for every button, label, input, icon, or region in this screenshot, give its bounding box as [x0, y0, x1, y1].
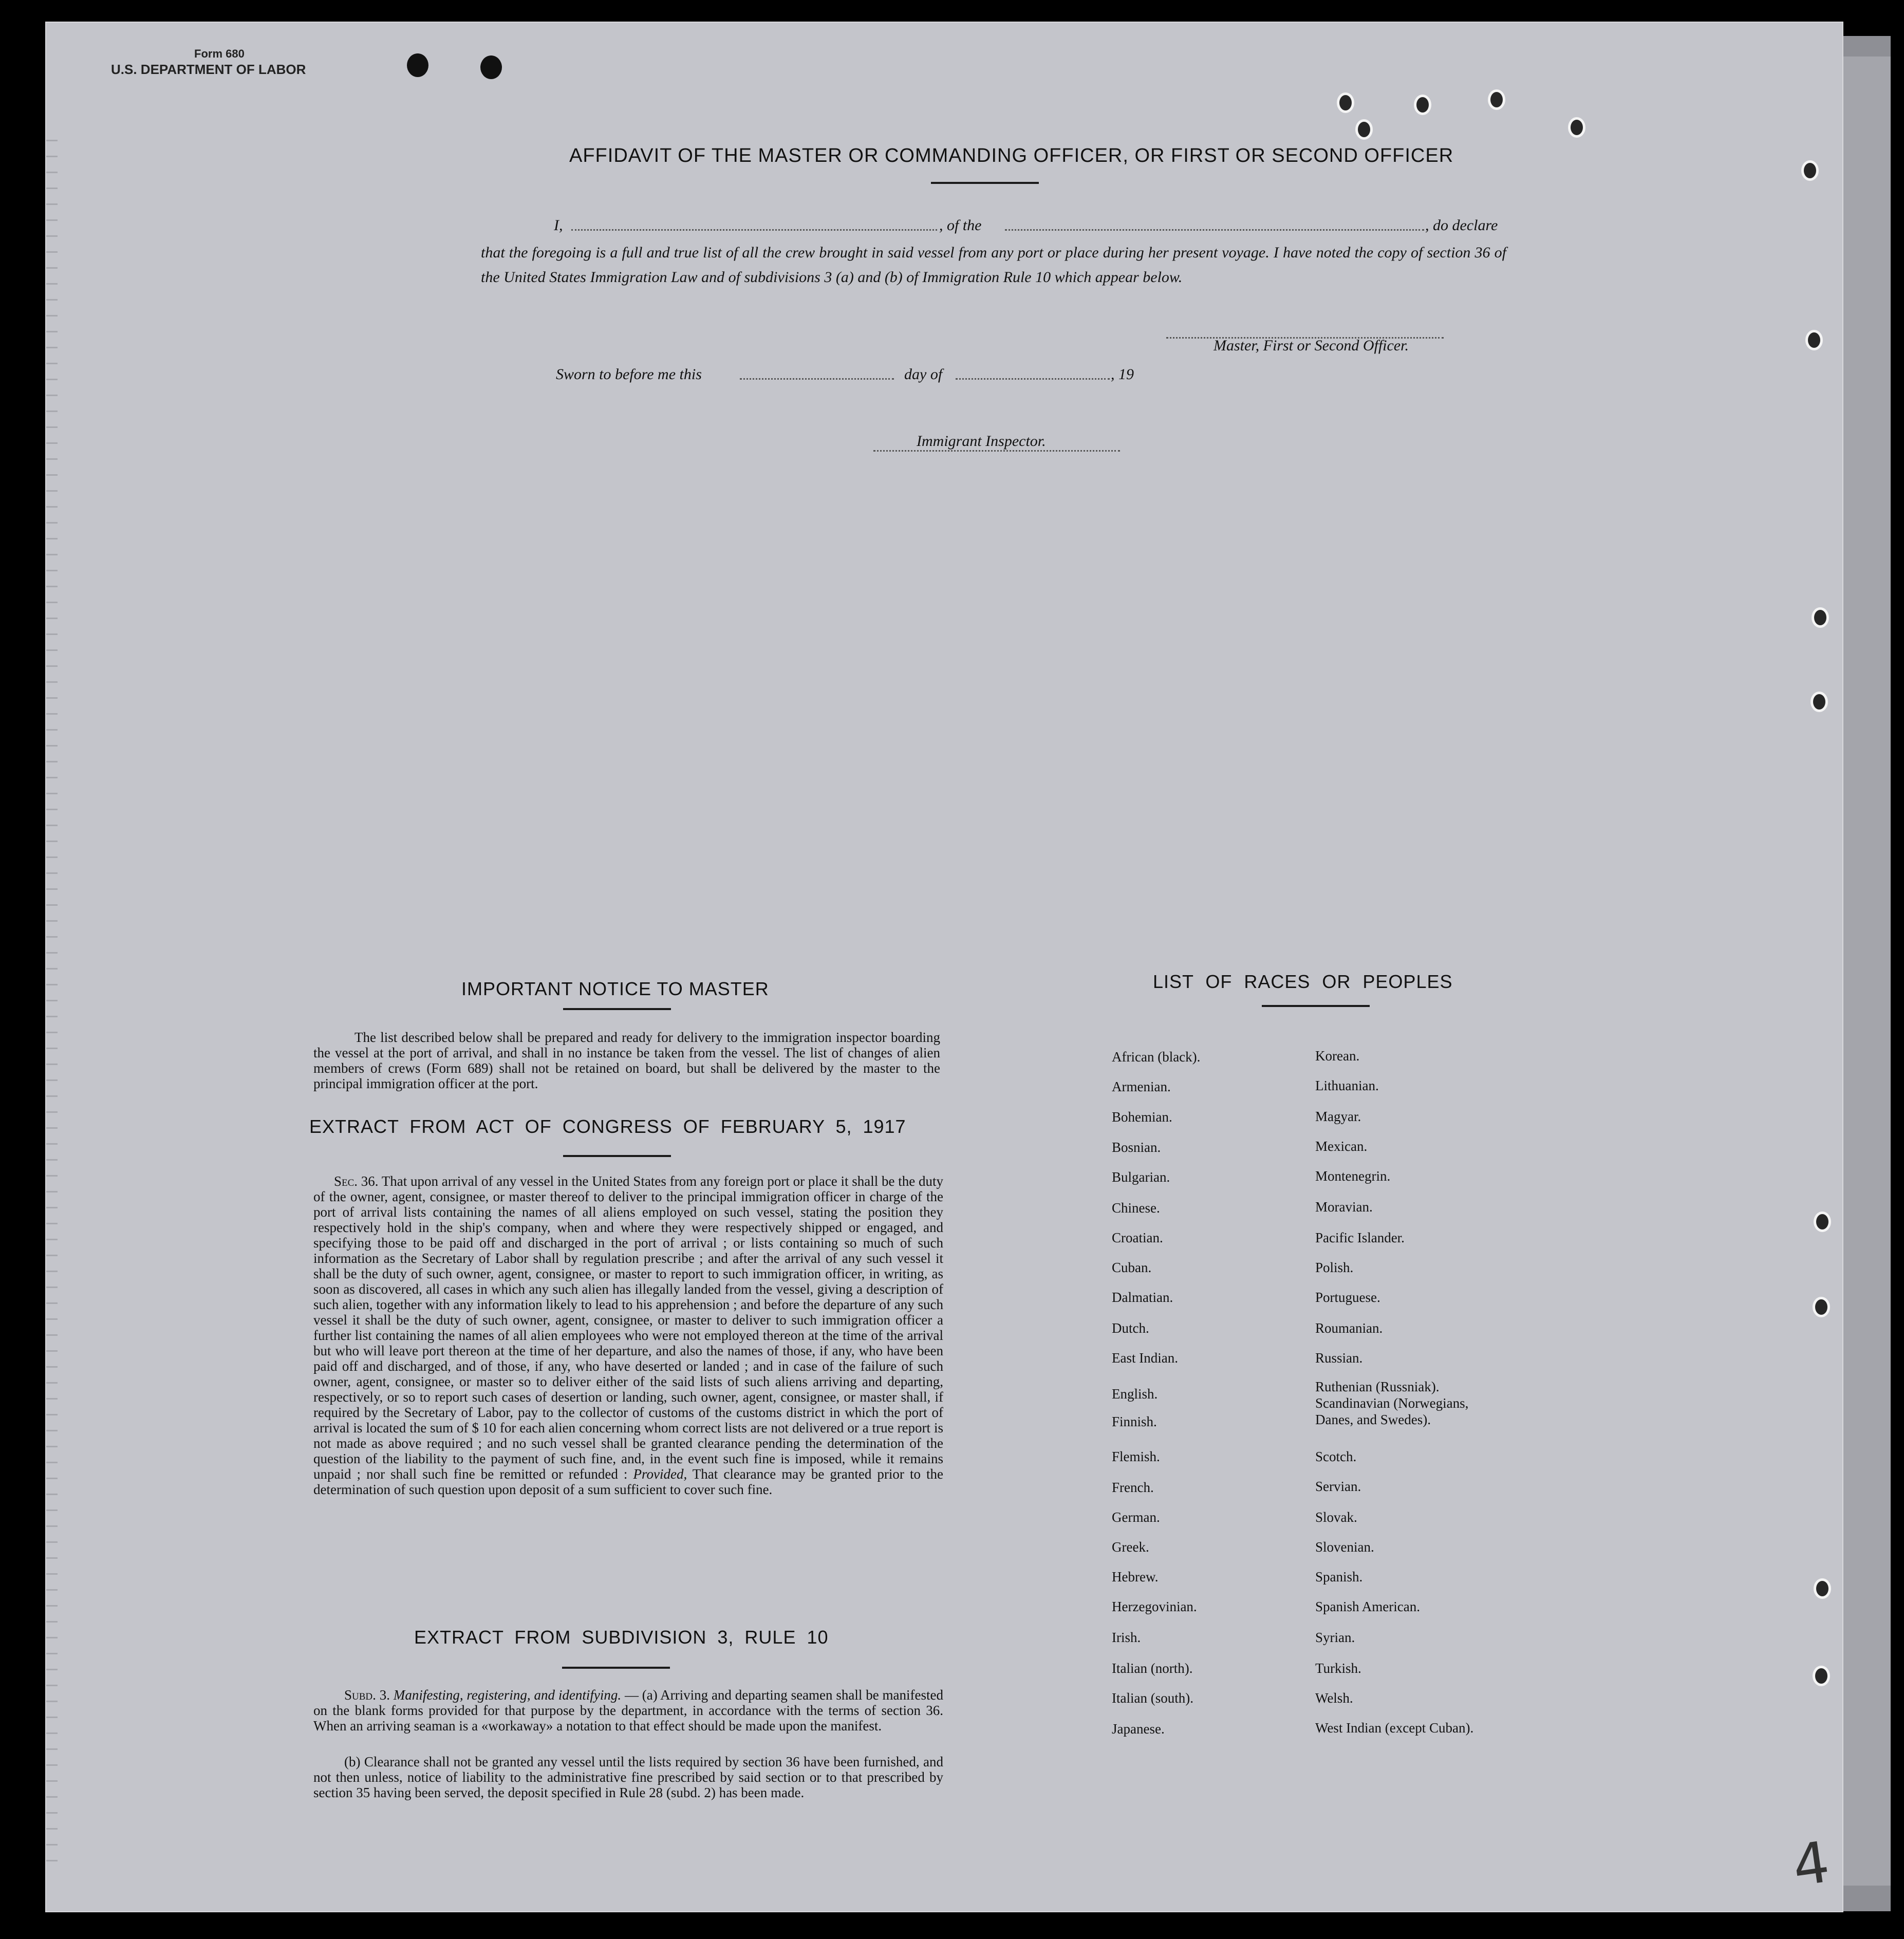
race-item: Polish.: [1315, 1260, 1354, 1275]
race-item: West Indian (except Cuban).: [1315, 1720, 1474, 1736]
affidavit-name-field[interactable]: [571, 229, 937, 231]
race-item: Bohemian.: [1112, 1109, 1172, 1125]
binder-hole-top-2: [1414, 95, 1431, 115]
race-item: Bosnian.: [1112, 1140, 1161, 1155]
race-item: French.: [1112, 1480, 1154, 1495]
race-item: Spanish.: [1315, 1569, 1363, 1584]
binder-hole-top-4: [1568, 117, 1585, 138]
binder-hole-right-7: [1814, 1578, 1831, 1599]
race-item: Slovak.: [1315, 1509, 1357, 1525]
subdivision-para-a: — (a) Arriving and departing seamen shall be manifested on the blank forms provided for that purpose by the department, in accordance with the terms of section 36. When an arriving seaman is a «workaway» a notation to that effect should be made upon the manifest.: [313, 1687, 944, 1733]
section-label: Sec. 36.: [334, 1173, 379, 1189]
notice-body: The list described below shall be prepared and ready for delivery to the immigration inspector boarding the vessel at the port of arrival, and shall in no instance be taken from the vessel. The list of changes of alien members of crews (Form 689) shall not be retained on board, but shall be delivered by the master to the principal immigration officer at the port.: [313, 1030, 940, 1091]
form-page: [45, 22, 1843, 1912]
binder-hole-top-3: [1488, 89, 1505, 110]
race-item: African (black).: [1112, 1049, 1201, 1065]
race-item: Japanese.: [1112, 1721, 1165, 1737]
race-item: Lithuanian.: [1315, 1078, 1379, 1093]
affidavit-line1-prefix: I,: [554, 217, 563, 234]
race-item: Dutch.: [1112, 1320, 1149, 1336]
race-item: Croatian.: [1112, 1230, 1163, 1245]
race-item: Flemish.: [1112, 1449, 1160, 1464]
race-item: East Indian.: [1112, 1350, 1178, 1366]
race-item: Italian (north).: [1112, 1661, 1193, 1676]
races-title-rule: [1262, 1005, 1370, 1007]
race-item: Slovenian.: [1315, 1539, 1374, 1555]
affidavit-line1-mid: , of the: [939, 217, 982, 234]
race-item: Scandinavian (Norwegians,: [1315, 1395, 1469, 1411]
race-item: Montenegrin.: [1315, 1168, 1391, 1184]
affidavit-body: that the foregoing is a full and true list of all the crew brought in said vessel from any port or place during her present voyage. I have noted the copy of section 36 of the United States Immigration Law and of subdivisions 3 (a) and (b) of Immigration Rule 10 which appear below.: [481, 244, 1506, 286]
binder-hole-right-8: [1813, 1666, 1830, 1686]
race-item: Hebrew.: [1112, 1569, 1159, 1584]
subdivision-label: Subd. 3.: [344, 1687, 390, 1703]
race-item: Moravian.: [1315, 1199, 1373, 1215]
binder-hole-right-3: [1812, 607, 1829, 628]
pencil-mark-bottom-right: 4: [1788, 1829, 1834, 1899]
rule-extract-title: EXTRACT FROM SUBDIVISION 3, RULE 10: [414, 1627, 829, 1648]
race-item: Welsh.: [1315, 1690, 1353, 1706]
race-item: Scotch.: [1315, 1449, 1357, 1464]
race-item: Roumanian.: [1315, 1320, 1383, 1336]
binder-hole-right-4: [1810, 692, 1828, 712]
race-item: Ruthenian (Russniak).: [1315, 1379, 1440, 1394]
race-item: Cuban.: [1112, 1260, 1152, 1275]
act-extract-body: [313, 1173, 943, 1497]
race-item: Danes, and Swedes).: [1315, 1412, 1431, 1427]
sworn-month-field[interactable]: [956, 378, 1110, 380]
affidavit-vessel-field[interactable]: [1005, 229, 1424, 231]
bleed-through-text: [272, 485, 290, 557]
race-item: Chinese.: [1112, 1200, 1160, 1216]
rule-extract-para-a: [313, 1687, 943, 1733]
race-item: Syrian.: [1315, 1630, 1355, 1645]
officer-signature-label: Master, First or Second Officer.: [1214, 337, 1409, 354]
affidavit-title: AFFIDAVIT OF THE MASTER OR COMMANDING OFFICER, OR FIRST OR SECOND OFFICER: [569, 145, 1454, 166]
race-item: Russian.: [1315, 1350, 1363, 1366]
binder-hole-right-6: [1813, 1297, 1830, 1317]
inspector-label: Immigrant Inspector.: [917, 433, 1046, 450]
form-number: Form 680: [194, 47, 245, 60]
binder-hole-top-5: [1355, 119, 1373, 140]
punch-hole-top-left: [407, 53, 428, 77]
left-margin-ruling: [46, 125, 58, 1872]
sworn-year-label: , 19: [1111, 366, 1134, 383]
proviso-text: That clearance may be granted prior to the determination of such question upon deposit of a sum sufficient to cover such fine.: [313, 1466, 943, 1497]
proviso-label: Provided,: [633, 1466, 687, 1482]
race-item: Servian.: [1315, 1479, 1361, 1494]
sworn-day-label: day of: [904, 366, 943, 383]
sworn-prefix: Sworn to before me this: [556, 366, 702, 383]
race-item: Magyar.: [1315, 1109, 1361, 1124]
section-text: That upon arrival of any vessel in the United States from any foreign port or place it shall be the duty of the owner, agent, consignee, or master thereof to deliver to the principal immigration officer in charge of the port of arrival lists containing the names of all aliens employed on such vessel, stating the position they respectively hold in the ship's company, when and where they were respectively shipped or engaged, and specifying those to be paid off and discharged in the port of arrival ; or lists containing so much of such information as the Secretary of Labor shall by regulation prescribe ; and after the arrival of any such vessel it shall be the duty of such owner, agent, consignee, or master to report to such immigration officer, in writing, as soon as discovered, all cases in which any such alien has illegally landed from the vessel, giving a description of such alien, together with any information likely to lead to his apprehension ; and before the departure of any such vessel it shall be the duty of such owner, agent, consignee, or master to deliver to such immigration officer a further list containing the names of all alien employees who were not employed thereon at the time of the arrival but who will leave port thereon at the time of her departure, and also the names of those, if any, who have been paid off and discharged, and of those, if any, who have deserted or landed ; and in case of the failure of such owner, agent, consignee, or master so to deliver either of the said lists of such aliens arriving and departing, respectively, or so to report such cases of desertion or landing, such owner, agent, consignee, or master shall, if required by the Secretary of Labor, pay to the collector of customs of the customs district in which the port of arrival is located the sum of $ 10 for each alien concerning whom correct lists are not delivered or a true report is not made as above required ; and no such vessel shall be granted clearance pending the determination of the question of the liability to the payment of such fine, and, in the event such fine is imposed, while it remains unpaid ; nor shall such fine be remitted or refunded :: [313, 1173, 944, 1482]
inspector-signature-field[interactable]: [873, 450, 1120, 452]
race-item: Finnish.: [1112, 1414, 1157, 1429]
punch-hole-top-right: [480, 55, 502, 79]
department-name: U.S. DEPARTMENT OF LABOR: [111, 62, 306, 77]
race-item: Italian (south).: [1112, 1690, 1193, 1706]
notice-title-rule: [563, 1008, 671, 1010]
race-item: Greek.: [1112, 1539, 1149, 1555]
race-item: Korean.: [1315, 1048, 1360, 1064]
race-item: Spanish American.: [1315, 1599, 1420, 1614]
race-item: German.: [1112, 1509, 1160, 1525]
race-item: Bulgarian.: [1112, 1169, 1170, 1185]
race-item: Dalmatian.: [1112, 1290, 1173, 1305]
race-item: Turkish.: [1315, 1661, 1361, 1676]
rule-extract-para-b: (b) Clearance shall not be granted any vessel until the lists required by section 36 have been furnished, and not then unless, notice of liability to the administrative fine prescribed by said section or to that prescribed by section 35 having been served, the deposit specified in Rule 28 (subd. 2) has been made.: [313, 1754, 943, 1800]
binder-hole-right-5: [1814, 1211, 1831, 1232]
races-title: LIST OF RACES OR PEOPLES: [1153, 971, 1453, 992]
rule-extract-title-rule: [562, 1667, 670, 1669]
sworn-day-field[interactable]: [740, 378, 894, 380]
notice-title: IMPORTANT NOTICE TO MASTER: [461, 978, 769, 999]
race-item: Portuguese.: [1315, 1290, 1380, 1305]
affidavit-line1-end: , do declare: [1425, 217, 1498, 234]
race-item: Irish.: [1112, 1630, 1141, 1645]
binder-hole-top-1: [1337, 92, 1354, 113]
subdivision-heading: Manifesting, registering, and identifying.: [393, 1687, 622, 1703]
affidavit-title-rule: [931, 182, 1039, 184]
race-item: Pacific Islander.: [1315, 1230, 1405, 1245]
race-item: Mexican.: [1315, 1139, 1368, 1154]
act-extract-title: EXTRACT FROM ACT OF CONGRESS OF FEBRUARY 5, 1917: [309, 1116, 906, 1137]
binder-hole-right-2: [1805, 330, 1823, 350]
race-item: Herzegovinian.: [1112, 1599, 1197, 1614]
binder-hole-right-1: [1801, 160, 1819, 181]
act-extract-title-rule: [563, 1155, 671, 1157]
race-item: Armenian.: [1112, 1079, 1171, 1094]
race-item: English.: [1112, 1386, 1158, 1402]
